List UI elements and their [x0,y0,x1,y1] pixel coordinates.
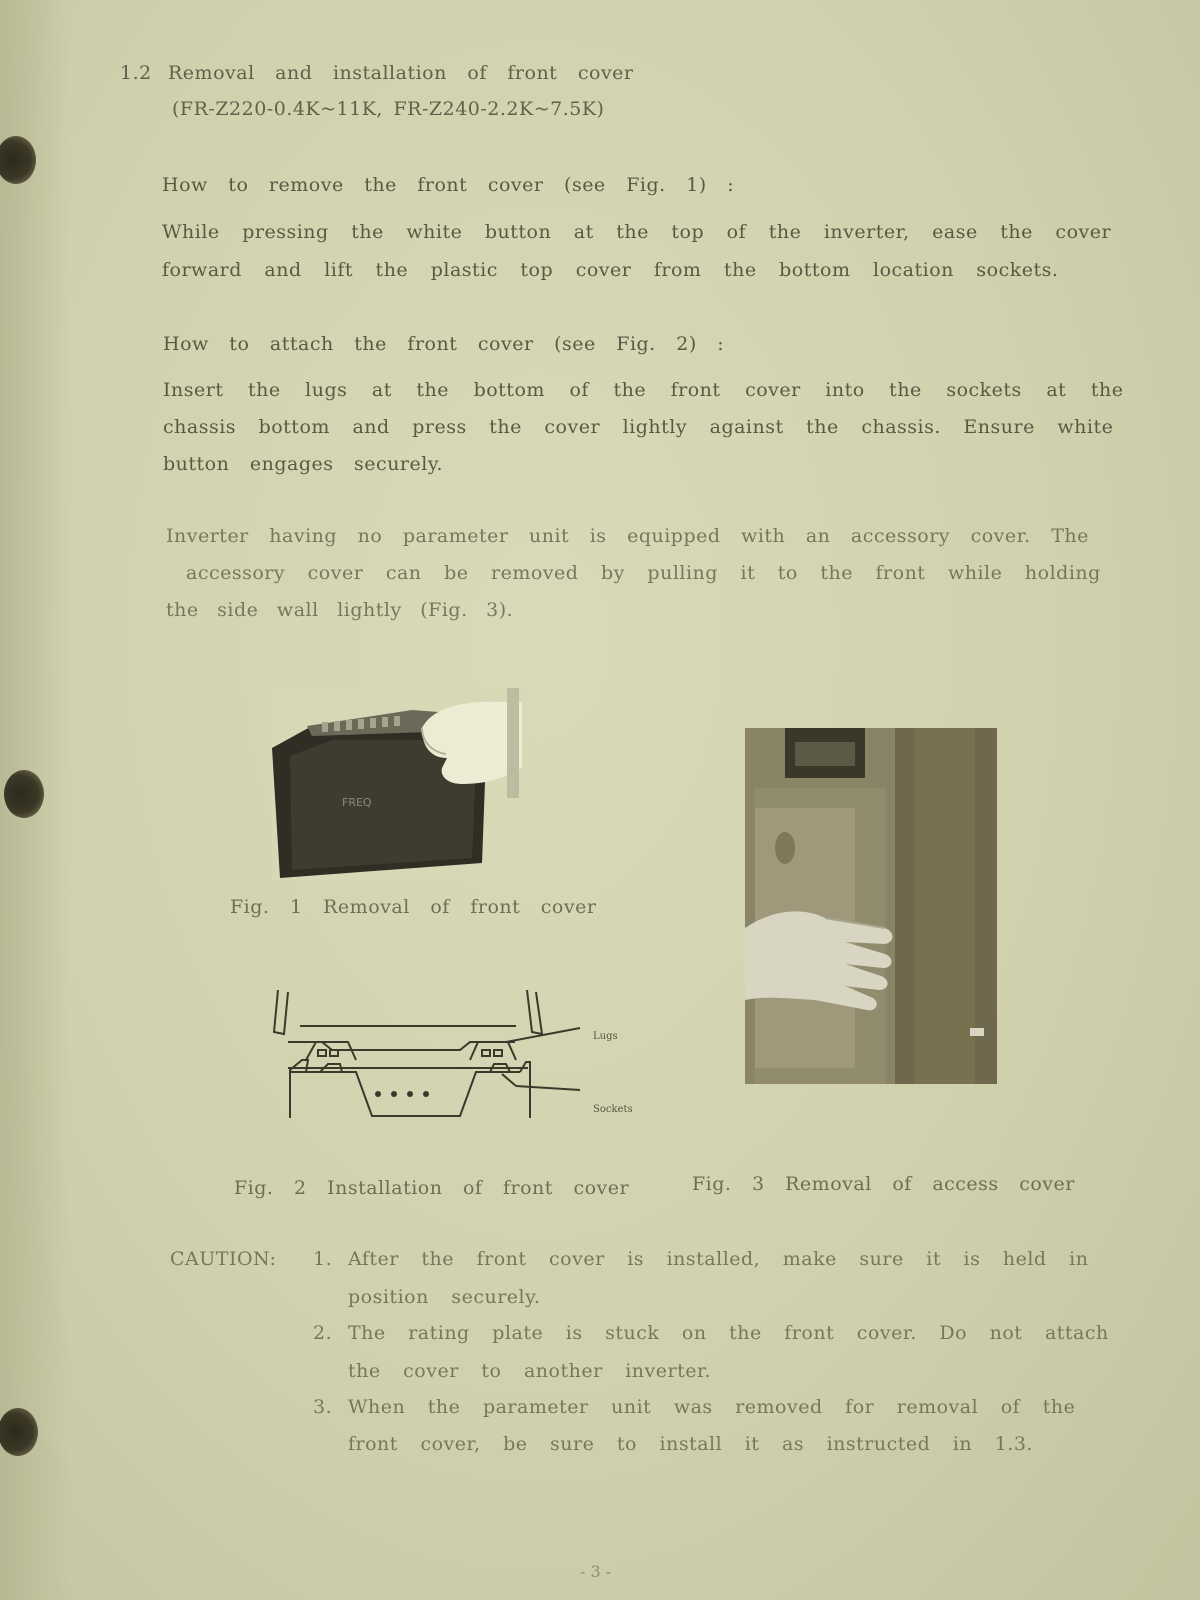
binder-hole-middle [4,770,44,818]
attach-heading: How to attach the front cover (see Fig. 2) : [163,333,725,355]
lugs-label: Lugs [593,1031,618,1042]
fig1-caption: Fig. 1 Removal of front cover [230,896,597,918]
caution-item1-line1: After the front cover is installed, make sure it is held in [348,1248,1089,1270]
remove-heading: How to remove the front cover (see Fig. 1) : [162,174,735,196]
caution-item1-line2: position securely. [348,1286,541,1308]
caution-item2-number: 2. [313,1322,333,1344]
svg-text:FREQ: FREQ [342,796,372,809]
fig2-caption: Fig. 2 Installation of front cover [234,1177,630,1199]
attach-line-1: Insert the lugs at the bottom of the front cover into the sockets at the [163,379,1124,401]
caution-item2-line1: The rating plate is stuck on the front cover. Do not attach [348,1322,1109,1344]
caution-label: CAUTION: [170,1248,277,1270]
fig3-caption: Fig. 3 Removal of access cover [692,1173,1075,1195]
accessory-line-3: the side wall lightly (Fig. 3). [166,599,514,621]
section-number: 1.2 [120,62,152,84]
accessory-line-2: accessory cover can be removed by pulling it to the front while holding [186,562,1101,584]
attach-line-2: chassis bottom and press the cover lightly against the chassis. Ensure white [163,416,1114,438]
accessory-line-1: Inverter having no parameter unit is equipped with an accessory cover. The [166,525,1089,547]
sockets-label: Sockets [593,1104,633,1115]
caution-item2-line2: the cover to another inverter. [348,1360,711,1382]
remove-line-2: forward and lift the plastic top cover from the bottom location sockets. [162,259,1059,281]
fig1-photo [272,688,522,880]
page-number: - 3 - [580,1562,612,1581]
fig3-photo [745,728,997,1084]
caution-item1-number: 1. [313,1248,333,1270]
remove-line-1: While pressing the white button at the top of the inverter, ease the cover [162,221,1112,243]
section-title: Removal and installation of front cover [168,62,634,84]
caution-item3-line1: When the parameter unit was removed for removal of the [348,1396,1076,1418]
attach-line-3: button engages securely. [163,453,444,475]
caution-item3-line2: front cover, be sure to install it as instructed in 1.3. [348,1433,1033,1455]
section-models: (FR-Z220-0.4K~11K, FR-Z240-2.2K~7.5K) [172,98,605,120]
caution-item3-number: 3. [313,1396,333,1418]
